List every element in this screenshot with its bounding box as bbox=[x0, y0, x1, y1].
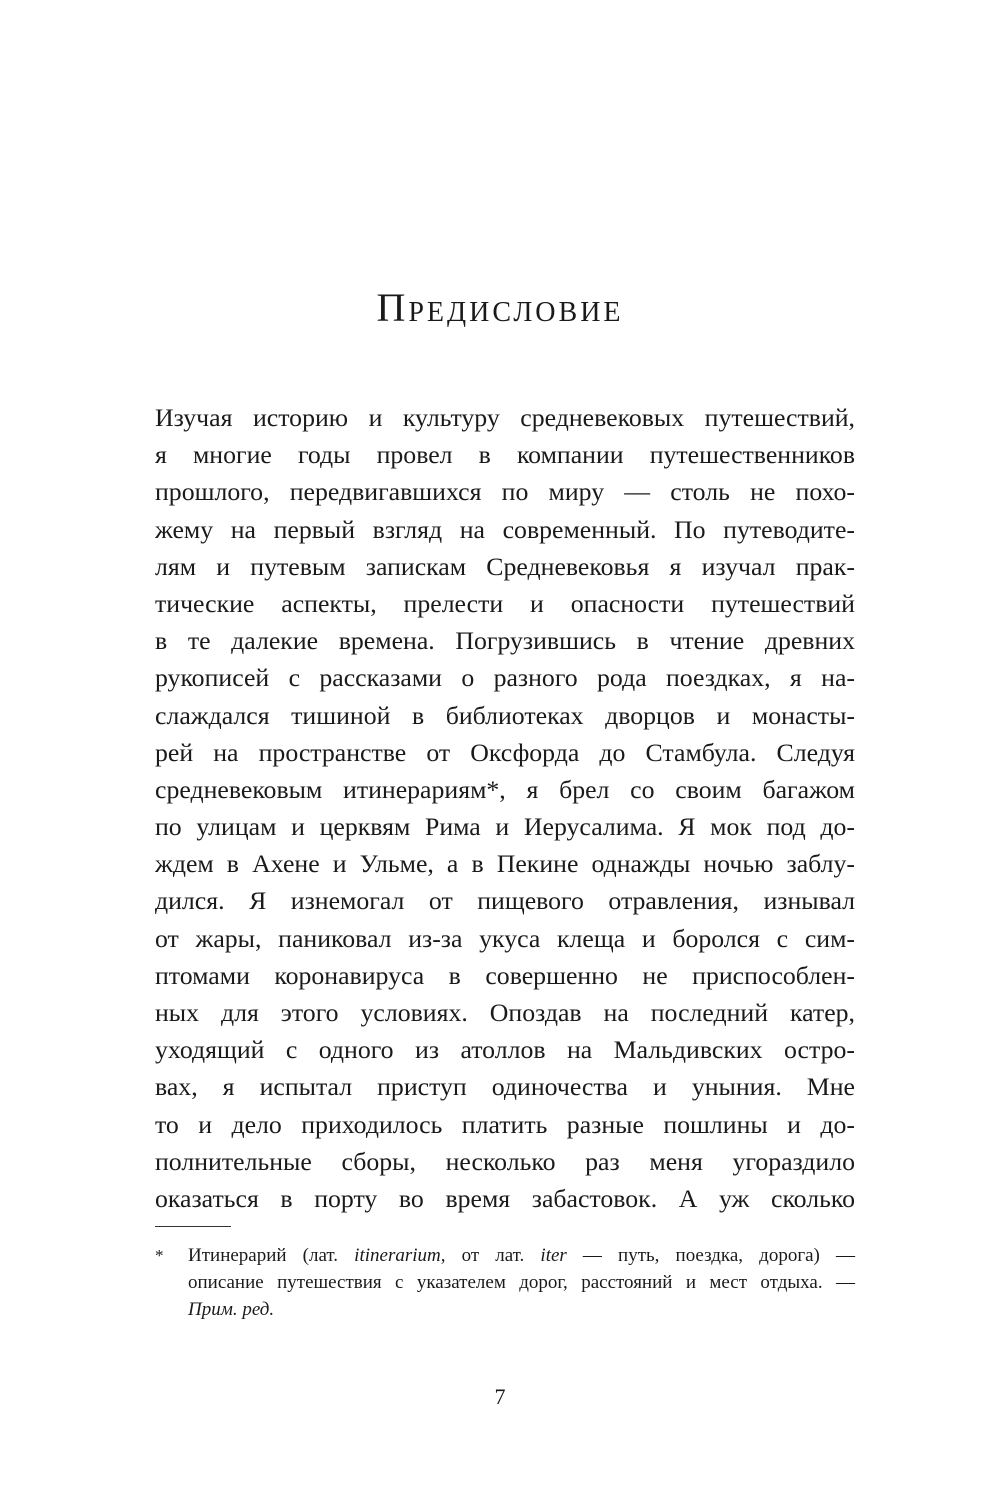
body-text bbox=[155, 399, 855, 1217]
text-line: средневековым итинерариям*, я брел со своим багажом bbox=[155, 774, 855, 804]
page-title: Предисловие bbox=[376, 285, 624, 330]
footnote bbox=[155, 1242, 855, 1323]
text-line: ждем в Ахене и Ульме, а в Пекине однажды ночью заблу- bbox=[155, 849, 855, 879]
text-line: в те далекие времена. Погрузившись в чтение древних bbox=[155, 626, 855, 656]
text-line: то и дело приходилось платить разные пошлины и до- bbox=[155, 1109, 855, 1139]
text-line: ных для этого условиях. Опоздав на последний катер, bbox=[155, 998, 855, 1027]
footnote-line bbox=[188, 1296, 855, 1323]
text-line: уходящий с одного из атоллов на Мальдивских остро- bbox=[155, 1035, 855, 1065]
page-number: 7 bbox=[494, 1384, 506, 1409]
footnote-line: описание путешествия с указателем дорог, расстояний и мест отдыха. — bbox=[188, 1272, 855, 1293]
footnote-line bbox=[188, 1242, 855, 1269]
text-line: слаждался тишиной в библиотеках дворцов и монасты- bbox=[155, 700, 855, 730]
text-line: лям и путевым запискам Средневековья я изучал прак- bbox=[155, 551, 855, 581]
text-line: по улицам и церквям Рима и Иерусалима. Я мок под до- bbox=[155, 812, 855, 842]
text-line: рей на пространстве от Оксфорда до Стамбула. Следуя bbox=[155, 737, 855, 767]
footnote-segment: , от лат. bbox=[440, 1245, 541, 1266]
text-line: прошлого, передвигавшихся по миру — столь не похо- bbox=[155, 477, 855, 507]
footnote-segment: Итинерарий (лат. bbox=[188, 1245, 355, 1266]
text-line: Изучая историю и культуру средневековых путешествий, bbox=[155, 403, 855, 432]
text-line: оказаться в порту во время забастовок. А уж сколько bbox=[155, 1183, 855, 1213]
footnote-latin-term: itinerarium bbox=[354, 1245, 441, 1266]
text-line: вах, я испытал приступ одиночества и уныния. Мне bbox=[155, 1072, 855, 1102]
text-line: полнительные сборы, несколько раз меня угораздило bbox=[155, 1146, 855, 1176]
text-line: тические аспекты, прелести и опасности путешествий bbox=[155, 588, 855, 618]
editor-note: Прим. ред. bbox=[188, 1299, 275, 1320]
text-line: рукописей с рассказами о разного рода поездках, я на- bbox=[155, 663, 855, 693]
text-line: дился. Я изнемогал от пищевого отравления, изнывал bbox=[155, 886, 855, 916]
footnote-marker: * bbox=[155, 1246, 164, 1265]
footnote-divider bbox=[155, 1226, 231, 1227]
text-line: жему на первый взгляд на современный. По путеводите- bbox=[155, 514, 855, 544]
footnote-segment: — путь, поездка, дорога) — bbox=[566, 1245, 855, 1266]
footnote-latin-term: iter bbox=[540, 1245, 567, 1266]
footnote-text bbox=[188, 1242, 855, 1323]
text-line: я многие годы провел в компании путешественников bbox=[155, 440, 855, 470]
text-line: от жары, паниковал из-за укуса клеща и боролся с сим- bbox=[155, 923, 855, 953]
text-line: птомами коронавируса в совершенно не приспособлен- bbox=[155, 960, 855, 990]
